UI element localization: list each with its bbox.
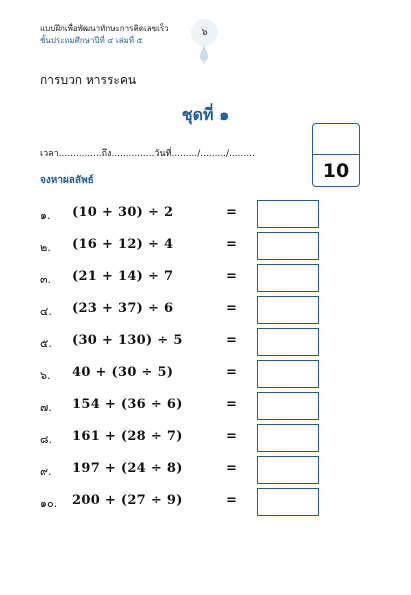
header-line-1: แบบฝึกเพื่อพัฒนาทักษะการคิดเลขเร็ว <box>40 24 169 33</box>
problem-number: ๑. <box>40 209 51 222</box>
problem-expression: (10 + 30) ÷ 2 <box>72 205 174 220</box>
problem-row <box>0 392 411 420</box>
answer-box[interactable] <box>257 200 319 228</box>
problem-row <box>0 456 411 484</box>
problem-expression: (23 + 37) ÷ 6 <box>72 301 174 316</box>
problem-row <box>0 232 411 260</box>
problem-number: ๔. <box>40 305 52 318</box>
problem-number: ๙. <box>40 465 52 478</box>
equals-sign: = <box>226 269 237 284</box>
problem-expression: (30 + 130) ÷ 5 <box>72 333 183 348</box>
problem-row <box>0 488 411 516</box>
problem-expression: (21 + 14) ÷ 7 <box>72 269 174 284</box>
header <box>40 23 169 47</box>
section-title: การบวก หารระคน <box>40 73 137 87</box>
water-drop-icon <box>198 44 210 66</box>
equals-sign: = <box>226 461 237 476</box>
equals-sign: = <box>226 333 237 348</box>
equals-sign: = <box>226 301 237 316</box>
page-number-badge: ๖ <box>191 19 218 46</box>
equals-sign: = <box>226 429 237 444</box>
set-title: ชุดที่ ๑ <box>181 105 230 124</box>
problem-expression: 40 + (30 ÷ 5) <box>72 365 174 380</box>
problem-number: ๗. <box>40 401 52 414</box>
problem-row <box>0 264 411 292</box>
answer-box[interactable] <box>257 456 319 484</box>
answer-box[interactable] <box>257 392 319 420</box>
problem-number: ๖. <box>40 369 51 382</box>
problem-expression: 154 + (36 ÷ 6) <box>72 397 183 412</box>
equals-sign: = <box>226 205 237 220</box>
answer-box[interactable] <box>257 360 319 388</box>
problem-row <box>0 424 411 452</box>
problem-number: ๕. <box>40 337 52 350</box>
equals-sign: = <box>226 237 237 252</box>
answer-box[interactable] <box>257 232 319 260</box>
answer-box[interactable] <box>257 328 319 356</box>
equals-sign: = <box>226 365 237 380</box>
score-earned-field[interactable] <box>313 124 359 155</box>
score-box <box>312 123 360 187</box>
date-line: เวลา...............ถึง...............วันที่........./........./......... <box>40 149 255 159</box>
problem-expression: 197 + (24 ÷ 8) <box>72 461 183 476</box>
problem-number: ๓. <box>40 273 52 286</box>
header-line-2: ชั้นประถมศึกษาปีที่ ๔ เล่มที่ ๕ <box>40 36 143 45</box>
problem-row <box>0 200 411 228</box>
problem-row <box>0 360 411 388</box>
answer-box[interactable] <box>257 264 319 292</box>
equals-sign: = <box>226 397 237 412</box>
instruction: จงหาผลลัพธ์ <box>40 175 94 186</box>
problem-number: ๑๐. <box>40 497 58 510</box>
problem-row <box>0 328 411 356</box>
answer-box[interactable] <box>257 296 319 324</box>
problem-expression: 161 + (28 ÷ 7) <box>72 429 183 444</box>
problem-number: ๒. <box>40 241 51 254</box>
answer-box[interactable] <box>257 488 319 516</box>
answer-box[interactable] <box>257 424 319 452</box>
problem-expression: 200 + (27 ÷ 9) <box>72 493 183 508</box>
problem-row <box>0 296 411 324</box>
equals-sign: = <box>226 493 237 508</box>
score-total: 10 <box>322 159 350 182</box>
problem-expression: (16 + 12) ÷ 4 <box>72 237 174 252</box>
problem-number: ๘. <box>40 433 52 446</box>
